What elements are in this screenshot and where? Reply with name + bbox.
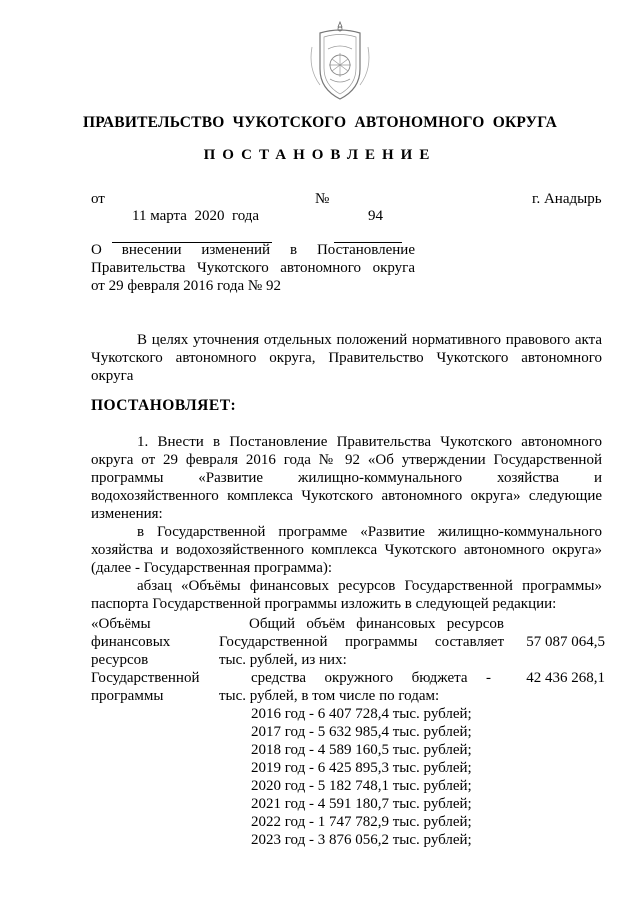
body-line: в Государственной программе «Развитие жилищно-коммунального [137, 524, 602, 540]
total-text-line: Общий объём финансовых ресурсов [249, 616, 504, 632]
city: г. Анадырь [532, 191, 602, 207]
year-amount: 2018 год - 4 589 160,5 тыс. рублей; [251, 742, 472, 758]
budget-value: 42 436 268,1 [526, 670, 605, 686]
document-meta [0, 191, 640, 224]
table-label-line: «Объёмы [91, 616, 151, 632]
year-amount: 2017 год - 5 632 985,4 тыс. рублей; [251, 724, 472, 740]
total-text-line: Государственной программы составляет [219, 634, 504, 650]
table-label-line: ресурсов [91, 652, 149, 668]
document-number: 94 [368, 208, 383, 224]
subject-line: от 29 февраля 2016 года № 92 [91, 278, 281, 294]
subject-line: Правительства Чукотского автономного округа [91, 260, 415, 276]
number-prefix: № [315, 191, 330, 207]
table-label-line: Государственной [91, 670, 200, 686]
body-line: округа от 29 февраля 2016 года № 92 «Об утверждении Государственной [91, 452, 602, 468]
year-amount: 2016 год - 6 407 728,4 тыс. рублей; [251, 706, 472, 722]
preamble [91, 331, 602, 385]
body-line: абзац «Объёмы финансовых ресурсов Государственной программы» [137, 578, 602, 594]
budget-text-line: средства окружного бюджета - [251, 670, 491, 686]
date-prefix: от [91, 191, 105, 207]
yearly-breakdown [219, 705, 605, 849]
body-line: водохозяйственного комплекса Чукотского автономного округа» следующие [91, 488, 602, 504]
body-line: хозяйства и водохозяйственного комплекса Чукотского автономного округа» [91, 542, 602, 558]
document-date: 11 марта 2020 года [132, 208, 260, 224]
document-type: ПОСТАНОВЛЕНИЕ [203, 147, 437, 163]
body-line: программы «Развитие жилищно-коммунального хозяйства и [91, 470, 602, 486]
table-label-line: финансовых [91, 634, 171, 650]
table-label-line: программы [91, 688, 164, 704]
body-line: паспорта Государственной программы изложить в следующей редакции: [91, 596, 557, 612]
year-amount: 2019 год - 6 425 895,3 тыс. рублей; [251, 760, 472, 776]
subject-line: О внесении изменений в Постановление [91, 242, 415, 258]
body-line: (далее - Государственная программа): [91, 560, 333, 576]
total-text-line: тыс. рублей, из них: [219, 652, 347, 668]
preamble-line: Чукотского автономного округа, Правительство Чукотского автономного [91, 350, 602, 366]
coat-of-arms-emblem [302, 19, 378, 105]
body-line: 1. Внести в Постановление Правительства Чукотского автономного [137, 434, 602, 450]
resolves-heading: ПОСТАНОВЛЯЕТ: [91, 397, 237, 414]
document-subject [91, 241, 415, 295]
year-amount: 2020 год - 5 182 748,1 тыс. рублей; [251, 778, 472, 794]
preamble-line: округа [91, 368, 134, 384]
body-line: изменения: [91, 506, 163, 522]
body-text [91, 433, 602, 613]
budget-text-line: тыс. рублей, в том числе по годам: [219, 688, 440, 704]
year-amount: 2022 год - 1 747 782,9 тыс. рублей; [251, 814, 472, 830]
table-value-column [219, 615, 605, 849]
total-value: 57 087 064,5 [526, 634, 605, 650]
year-amount: 2023 год - 3 876 056,2 тыс. рублей; [251, 832, 472, 848]
organization-title: ПРАВИТЕЛЬСТВО ЧУКОТСКОГО АВТОНОМНОГО ОКРУГА [82, 114, 558, 131]
table-label-column [91, 615, 211, 705]
year-amount: 2021 год - 4 591 180,7 тыс. рублей; [251, 796, 472, 812]
preamble-line: В целях уточнения отдельных положений нормативного правового акта [137, 332, 602, 348]
